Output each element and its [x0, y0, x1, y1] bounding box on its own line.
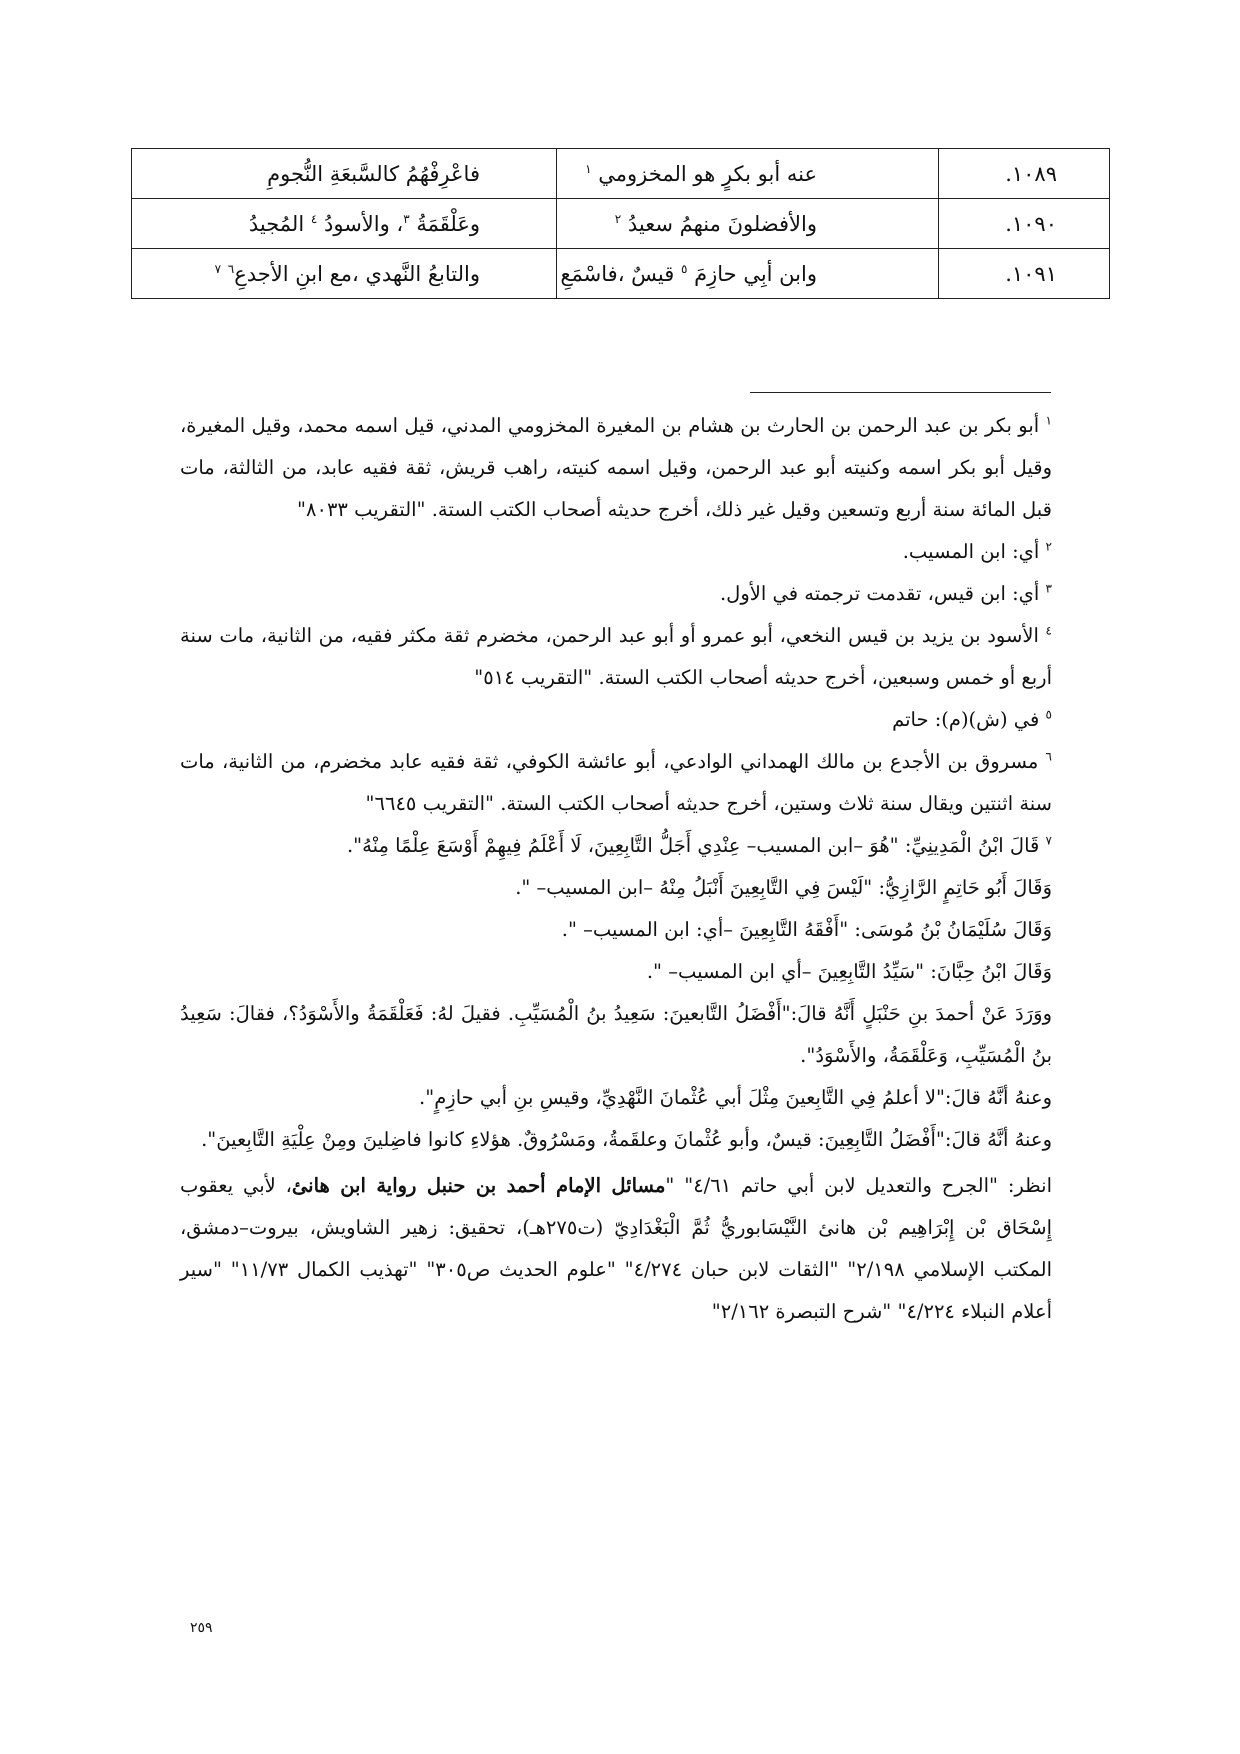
verse-first-hemistich: وابن أبِي حازِمَ $^٥$ قيسٌ ،فاسْمَعِ [557, 249, 939, 299]
footnote-marker: ٢ [1045, 539, 1052, 554]
verse-first-hemistich: والأفضلونَ منهمُ سعيدُ $^٢$ [557, 199, 939, 249]
verse-second-hemistich: وعَلْقَمَةُ $^٣$، والأسودُ $^٤$ المُجيدُ [132, 199, 557, 249]
footnote: $^٦$ مسروق بن الأجدع بن مالك الهمداني الوادعي، أبو عائشة الكوفي، ثقة فقيه عابد مخضرم، من الثانية، مات سنة اثنتين ويقال سنة ثلاث وستين، أخرج حديثه أصحاب الكتب الستة. "التقريب ٦٦٤٥" [180, 749, 1052, 815]
footnotes-section [180, 405, 1052, 1333]
footnote-marker: ٤ [1045, 623, 1052, 638]
footnote-marker: ٣ [1045, 581, 1052, 596]
footnote-marker: ٢ [614, 211, 622, 226]
page-number: ٢٥٩ [190, 1620, 213, 1636]
verse-second-hemistich: والتابعُ النَّهدي ،مع ابنِ الأجدعِ$^٦$ $^٧$ [132, 249, 557, 299]
references-paragraph: انظر: "الجرح والتعديل لابن أبي حاتم ٤/٦١" "مسائل الإمام أحمد بن حنبل رواية ابن هانئ، لأبي يعقوب إِسْحَاق بْن إِبْرَاهِيم بْن هانئ النَّيْسَابوريُّ ثُمَّ الْبَغْدَادِيّ (ت٢٧٥هـ)، تحقيق: زهير الشاويش، بيروت–دمشق، المكتب الإسلامي ٢/١٩٨" "الثقات لابن حبان ٤/٢٧٤" "علوم الحديث ص٣٠٥" "تهذيب الكمال ١١/٧٣" "سير أعلام النبلاء ٤/٢٢٤" "شرح التبصرة ٢/١٦٢" [180, 1174, 1053, 1323]
verse-number: ١٠٨٩. [939, 149, 1110, 199]
quote-line: وعنهُ أنَّهُ قالَ:"أَفْضَلُ التَّابِعِينَ: قيسٌ، وأبو عُثْمانَ وعلقَمةُ، ومَسْرُوقٌ. هؤلاءِ كانوا فاضِلينَ ومِنْ عِلْيَةِ التَّابِعينَ". [201, 1128, 1052, 1151]
verse-number: ١٠٩٠. [939, 199, 1110, 249]
verse-row [132, 199, 1110, 249]
footnote-marker: ٥ [1045, 707, 1052, 722]
footnote-marker: ٥ [680, 261, 688, 276]
footnote-marker: ١ [1045, 413, 1052, 428]
quote-line: وَقَالَ أَبُو حَاتِمٍ الرَّازِيُّ: "لَيْسَ فِي التَّابِعِينَ أَنْبَلُ مِنْهُ –ابن المسيب– ". [515, 876, 1052, 899]
footnote: $^٢$ أي: ابن المسيب. [902, 539, 1052, 563]
footnote: $^١$ أبو بكر بن عبد الرحمن بن الحارث بن هشام بن المغيرة المخزومي المدني، قيل اسمه محمد، وقيل المغيرة، وقيل أبو بكر اسمه وكنيته أبو عبد الرحمن، وقيل اسمه كنيته، راهب قريش، ثقة فقيه عابد، من الثالثة، مات قبل المائة سنة أربع وتسعين وقيل غير ذلك، أخرج حديثه أصحاب الكتب الستة. "التقريب ٨٠٣٣" [180, 413, 1052, 521]
footnote-marker: ٧ [214, 261, 222, 276]
footnote-separator [750, 392, 1051, 393]
verse-table [131, 148, 1110, 299]
footnote: $^٤$ الأسود بن يزيد بن قيس النخعي، أبو عمرو أو أبو عبد الرحمن، مخضرم ثقة مكثر فقيه، من الثانية، مات سنة أربع أو خمس وسبعين، أخرج حديثه أصحاب الكتب الستة. "التقريب ٥١٤" [180, 623, 1052, 689]
footnote-marker: ٣ [403, 211, 410, 226]
footnote-marker: ٦ [1045, 749, 1052, 764]
footnote: $^٣$ أي: ابن قيس، تقدمت ترجمته في الأول. [719, 581, 1052, 605]
footnote-marker: ٦ [227, 261, 235, 276]
verse-row [132, 249, 1110, 299]
verse-number: ١٠٩١. [939, 249, 1110, 299]
verse-second-hemistich: فاعْرِفْهُمُ كالسَّبعَةِ النُّجومِ [132, 149, 557, 199]
footnote-marker: ٤ [310, 211, 318, 226]
references-bold-title: مسائل الإمام أحمد بن حنبل رواية ابن هانئ [291, 1174, 666, 1197]
quote-line: وَقَالَ ابْنُ حِبَّانَ: "سَيِّدُ التَّابِعِينَ –أي ابن المسيب– ". [646, 960, 1052, 983]
footnote: $^٧$ قَالَ ابْنُ الْمَدِينِيِّ: "هُوَ –ابن المسيب– عِنْدِي أَجَلُّ التَّابِعِينَ، لَا أَعْلَمُ فِيهِمْ أَوْسَعَ عِلْمًا مِنْهُ". [346, 833, 1052, 857]
quote-line: وعنهُ أنَّهُ قالَ:"لا أعلمُ فِي التَّابِعينَ مِثْلَ أبي عُثْمانَ النَّهْدِيِّ، وقيسِ بنِ أبي حازِمٍ". [419, 1086, 1052, 1109]
quote-line: ووَرَدَ عَنْ أحمدَ بنِ حَنْبَلٍ أَنَّهُ قالَ:"أَفْضَلُ التَّابعينَ: سَعِيدُ بنُ الْمُسَيِّبِ. فقيلَ لهُ: فَعَلْقَمَةُ والأَسْوَدُ؟، فقالَ: سَعِيدُ بنُ الْمُسَيِّبِ، وَعَلْقَمَةُ، والأَسْوَدُ". [180, 1002, 1052, 1067]
verse-row [132, 149, 1110, 199]
verse-first-hemistich: عنه أبو بكرٍ هو المخزومي $^١$ [557, 149, 939, 199]
footnote-marker: ٧ [1045, 833, 1052, 848]
footnote-marker: ١ [585, 161, 592, 176]
footnote: $^٥$ في (ش)(م): حاتم [892, 707, 1052, 731]
quote-line: وَقَالَ سُلَيْمَانُ بْنُ مُوسَى: "أَفْقَهُ التَّابِعِينَ –أي: ابن المسيب– ". [561, 918, 1052, 941]
